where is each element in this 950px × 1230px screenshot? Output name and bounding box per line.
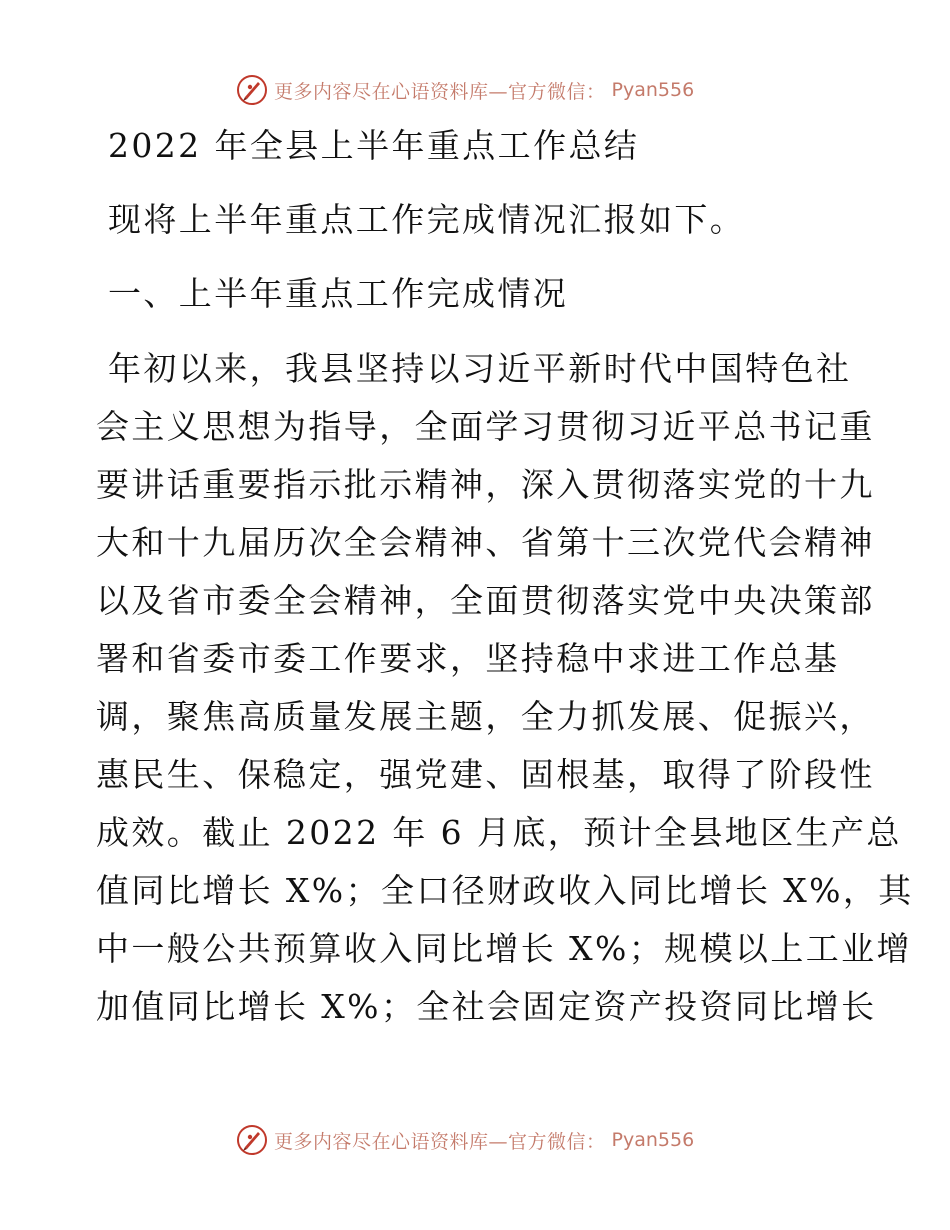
watermark-site-text: 更多内容尽在心语资料库—官方微信： (274, 1130, 606, 1153)
quill-logo-icon (236, 1124, 268, 1156)
body-line: 署和省委市委工作要求，坚持稳中求进工作总基 (96, 639, 840, 678)
quill-logo-icon (236, 74, 268, 106)
document-title: 2022 年全县上半年重点工作总结 (108, 126, 640, 165)
body-line: 大和十九届历次全会精神、省第十三次党代会精神 (96, 523, 875, 562)
body-line: 中一般公共预算收入同比增长 X%；规模以上工业增 (96, 929, 912, 968)
watermark-site-text: 更多内容尽在心语资料库—官方微信： (274, 80, 606, 103)
body-line: 会主义思想为指导，全面学习贯彻习近平总书记重 (96, 407, 875, 446)
body-line: 以及省市委全会精神，全面贯彻落实党中央决策部 (96, 581, 875, 620)
body-line: 加值同比增长 X%；全社会固定资产投资同比增长 (96, 987, 877, 1026)
footer-watermark (236, 1122, 694, 1158)
body-line: 年初以来，我县坚持以习近平新时代中国特色社 (108, 349, 852, 388)
document-intro: 现将上半年重点工作完成情况汇报如下。 (108, 200, 746, 239)
body-line: 调，聚焦高质量发展主题，全力抓发展、促振兴， (96, 697, 875, 736)
watermark-handle: Pyan556 (611, 79, 695, 101)
watermark-handle: Pyan556 (611, 1129, 695, 1151)
body-line: 成效。截止 2022 年 6 月底，预计全县地区生产总 (96, 813, 902, 852)
body-line: 惠民生、保稳定，强党建、固根基，取得了阶段性 (96, 755, 875, 794)
section-heading: 一、上半年重点工作完成情况 (108, 274, 569, 313)
body-line: 值同比增长 X%；全口径财政收入同比增长 X%，其 (96, 871, 914, 910)
header-watermark (236, 72, 694, 108)
body-line: 要讲话重要指示批示精神，深入贯彻落实党的十九 (96, 465, 875, 504)
